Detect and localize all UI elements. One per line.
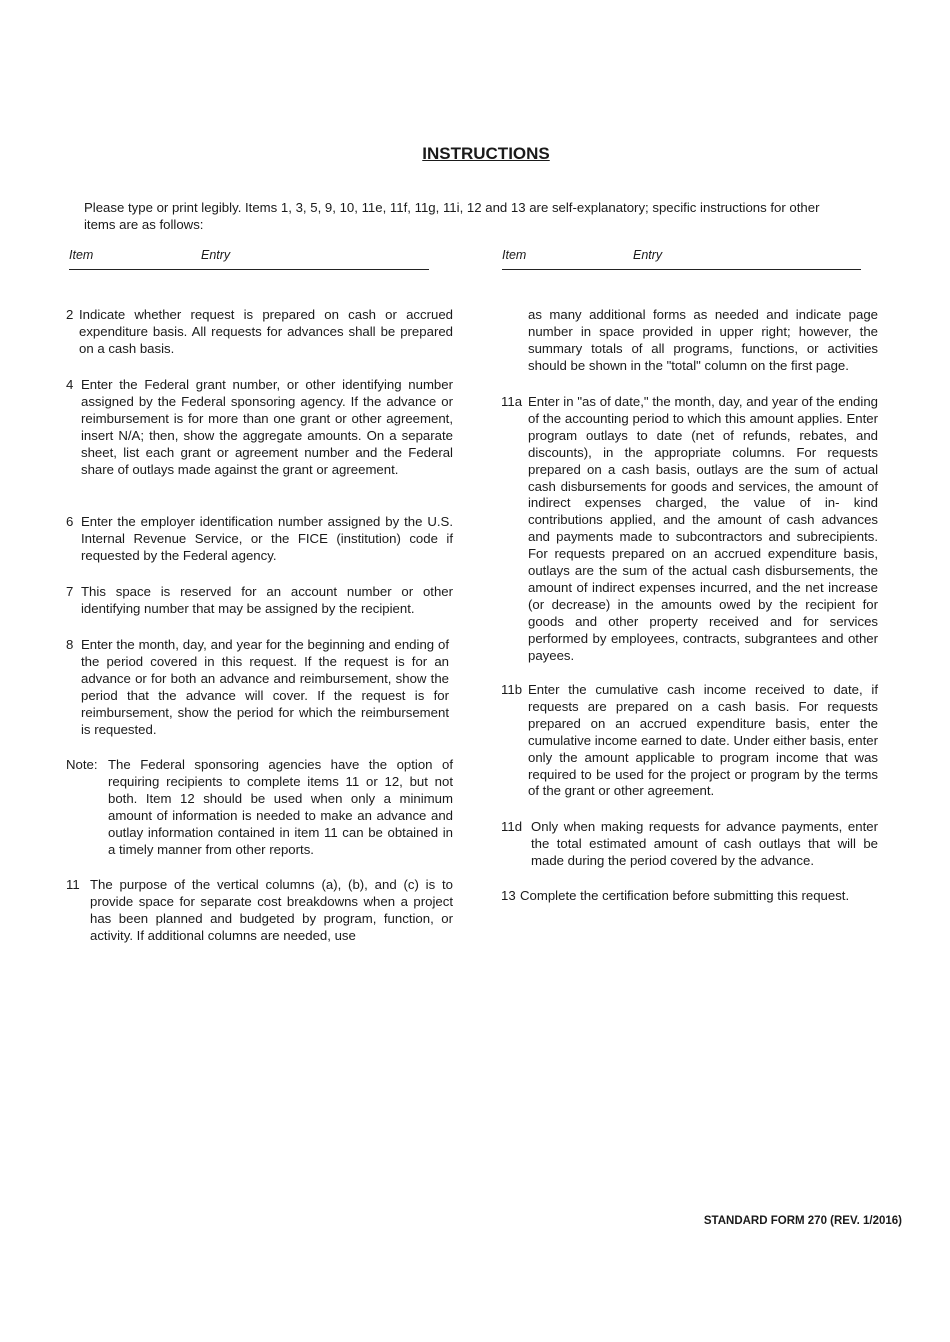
item-number: 6 (66, 514, 74, 529)
instruction-item-11b (501, 682, 878, 800)
item-number: 13 (501, 888, 516, 903)
instruction-note (66, 757, 453, 858)
item-text: Enter in "as of date," the month, day, and year of the ending of the accounting period to which this amount applies. Enter program outlays to date (net of refunds, rebates, and discounts), in the appropriate columns. For requests prepared on a cash basis, outlays are the sum of actual cash disbursements for goods and services, the amount of indirect expenses charged, the value of in- kind contributions applied, and the amount of cash advances and payments made to subcontractors and subrecipients. For requests prepared on an accrued expenditure basis, outlays are the sum of the actual cash disbursements, the amount of indirect expenses incurred, and the net increase (or decrease) in the amounts owed by the recipient for goods and other property received and for services performed by employees, contracts, subgrantees and other payees. (528, 394, 878, 663)
item-text: This space is reserved for an account number or other identifying number that may be assigned by the recipient. (81, 584, 453, 616)
item-number: 11d (501, 819, 523, 834)
item-text: Enter the employer identification number assigned by the U.S. Internal Revenue Service, or the FICE (institution) code if requested by the Federal agency. (81, 514, 453, 563)
page-title: INSTRUCTIONS (422, 144, 550, 163)
left-entry-header: Entry (201, 248, 231, 262)
item-text: The purpose of the vertical columns (a), (b), and (c) is to provide space for separate cost breakdowns when a project has been planned and budgeted by program, function, or activity. If additional columns are needed, use (90, 877, 453, 943)
instruction-item-11 (66, 877, 453, 945)
instruction-item-11a (501, 394, 878, 665)
right-item-header: Item (502, 248, 527, 262)
instruction-item-6 (66, 514, 453, 565)
instruction-item-13 (501, 888, 878, 905)
item-11-continuation: as many additional forms as needed and indicate page number in space provided in upper right; however, the summary totals of all programs, functions, or activities should be shown in the "total" column on the first page. (528, 307, 878, 373)
item-text: Enter the month, day, and year for the beginning and ending of the period covered in this request. If the request is for an advance or for both an advance and reimbursement, show the period that the advance will cover. If the request is for reimbursement, show the period for which the reimbursement is requested. (81, 637, 449, 737)
item-text: The Federal sponsoring agencies have the option of requiring recipients to complete items 11 or 12, but not both. Item 12 should be used when only a minimum amount of information is needed to make an advance and outlay information contained in item 11 can be obtained in a timely manner from other reports. (108, 757, 453, 857)
item-number: 11 (66, 877, 80, 892)
instruction-item-8 (66, 637, 449, 738)
left-item-header: Item (69, 248, 94, 262)
right-header-rule (502, 269, 861, 270)
instruction-item-2 (66, 307, 453, 358)
item-number: 8 (66, 637, 74, 652)
right-entry-header: Entry (633, 248, 663, 262)
item-text: Complete the certification before submitting this request. (520, 888, 850, 903)
note-label: Note: (66, 757, 98, 772)
item-number: 7 (66, 584, 74, 599)
item-text: Enter the cumulative cash income received to date, if requests are prepared on a cash basis. For requests prepared on an accrued expenditure basis, enter the cumulative income earned to date. Under either basis, enter only the amount applicable to program income that was required to be used for the project or program by the terms of the grant or other agreement. (528, 682, 878, 799)
left-header-rule (69, 269, 429, 270)
instruction-item-11d (501, 819, 878, 870)
item-text: Enter the Federal grant number, or other identifying number assigned by the Federal sponsoring agency. If the advance or reimbursement is for more than one grant or other agreement, insert N/A; then, show the aggregate amounts. On a separate sheet, list each grant or agreement number and the Federal share of outlays made against the grant or agreement. (81, 377, 453, 477)
item-number: 4 (66, 377, 74, 392)
item-number: 11b (501, 682, 523, 697)
item-number: 11a (501, 394, 523, 409)
instruction-item-7 (66, 584, 453, 618)
form-number-footer: STANDARD FORM 270 (REV. 1/2016) (703, 1215, 902, 1227)
item-text: Indicate whether request is prepared on cash or accrued expenditure basis. All requests for advances shall be prepared on a cash basis. (79, 307, 453, 356)
intro-paragraph: Please type or print legibly. Items 1, 3, 5, 9, 10, 11e, 11f, 11g, 11i, 12 and 13 are self-explanatory; specific instructions for other items are as follows: (84, 200, 820, 232)
item-number: 2 (66, 307, 74, 322)
item-text: Only when making requests for advance payments, enter the total estimated amount of cash outlays that will be made during the period covered by the advance. (531, 819, 878, 868)
instruction-item-4 (66, 377, 453, 478)
